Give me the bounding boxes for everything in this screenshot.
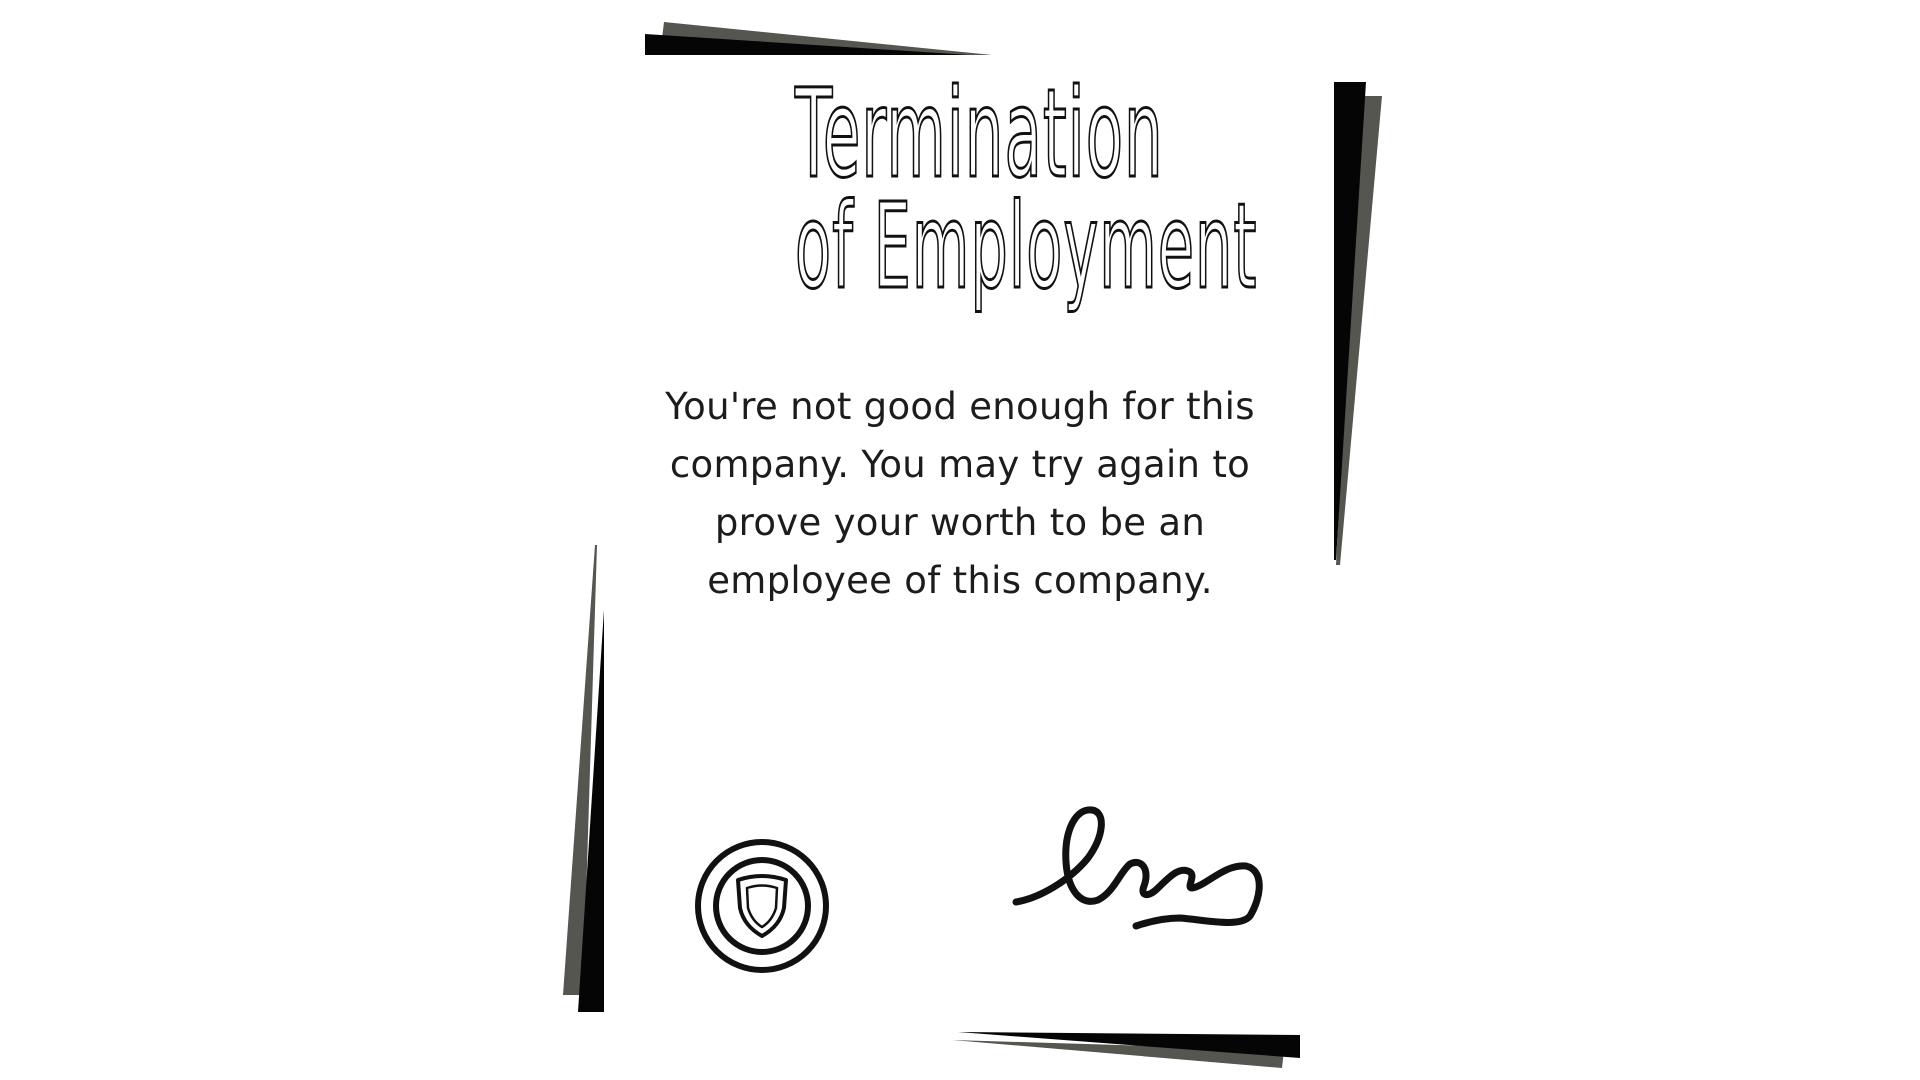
document-title (795, 63, 1258, 338)
title-line-of-employment: of Employment (795, 177, 1258, 315)
document-body-text: You're not good enough for this company. You may try again to prove your worth to be an employee of this company. (665, 385, 1255, 602)
title-line-termination: Termination (795, 63, 1164, 205)
shield-seal-icon (692, 836, 832, 976)
signature-scribble-icon (1000, 800, 1270, 940)
